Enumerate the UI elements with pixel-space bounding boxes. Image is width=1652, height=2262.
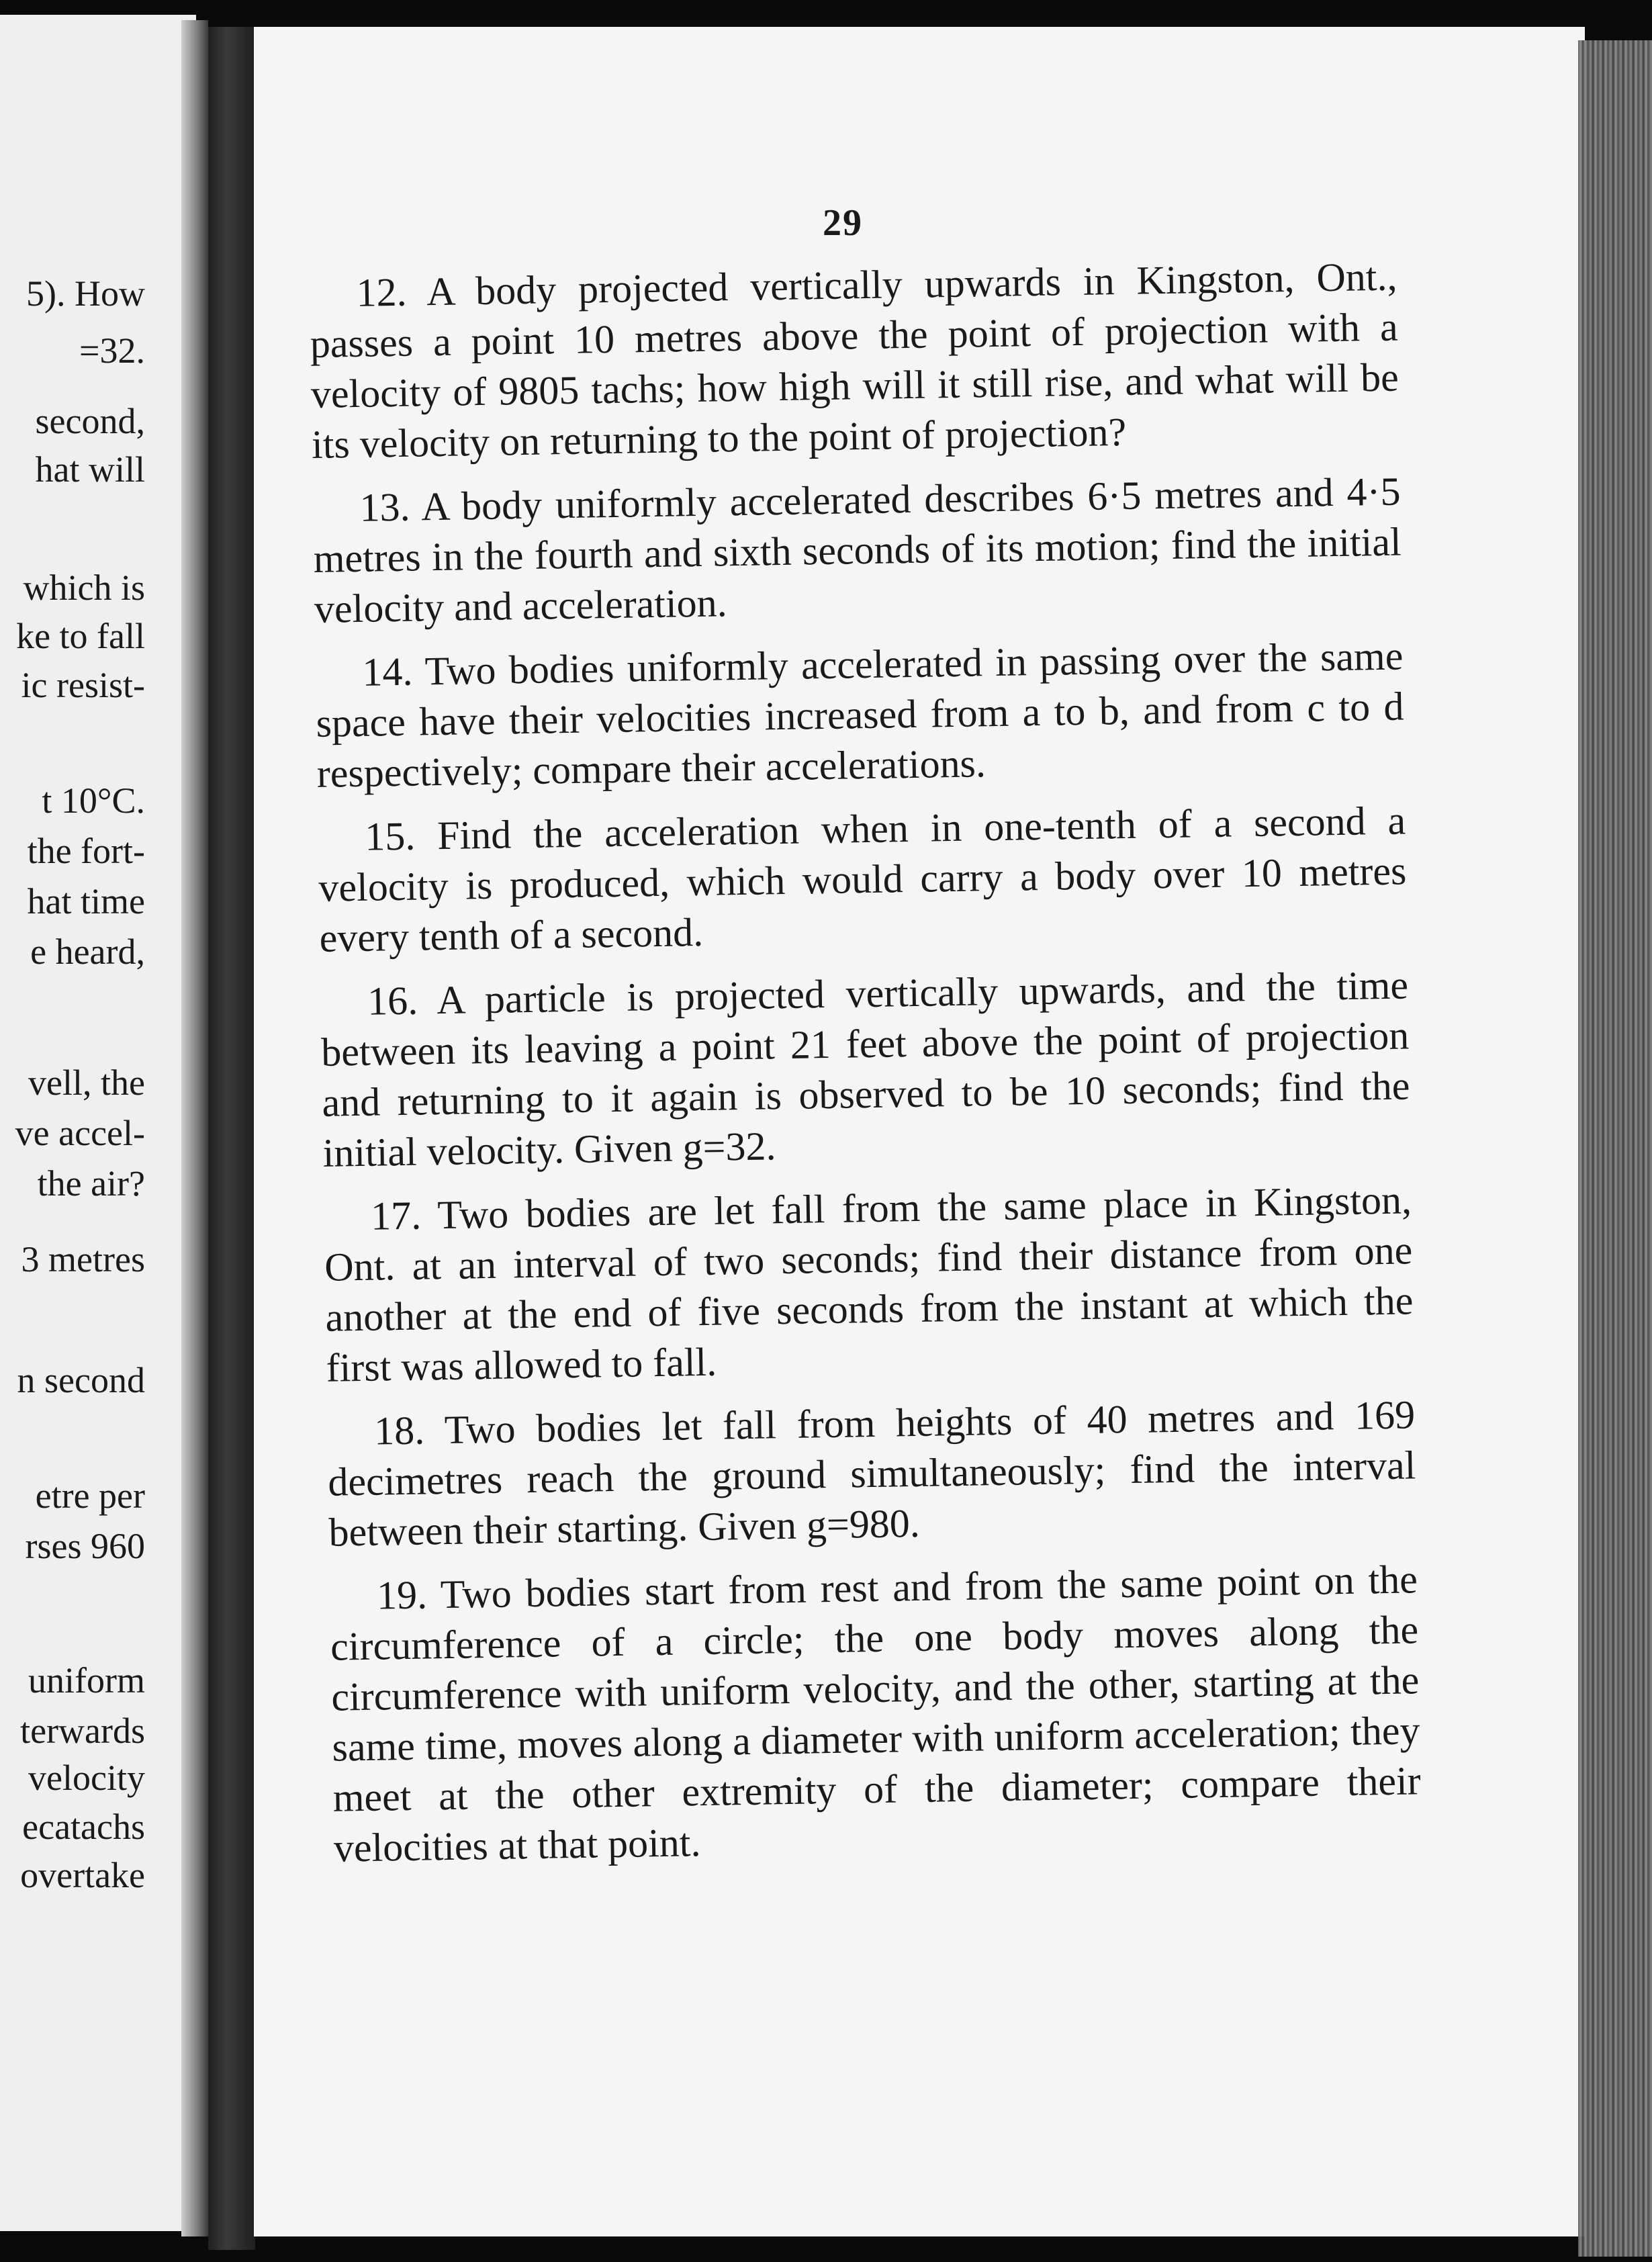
- left-page-line: 5). How: [26, 273, 145, 314]
- problem-number: 12.: [356, 269, 408, 315]
- left-page-line: the fort-: [27, 831, 145, 871]
- problem-number: 14.: [361, 649, 413, 694]
- left-page-line: second,: [35, 401, 145, 441]
- left-page-line: etre per: [35, 1476, 145, 1516]
- problem-text: A body projected vertically upwards in Kingston, Ont., passes a point 10 metres above the point of projection with a velocity of 9805 tachs; how high will it still rise, and what will be its velocity on returning to the point of projection?: [310, 254, 1399, 467]
- page-curve-shadow: [181, 20, 208, 2236]
- left-page-line: the air?: [37, 1163, 145, 1204]
- left-page-line: uniform: [28, 1660, 145, 1701]
- problem-item: [329, 1554, 1422, 1873]
- page-number: 29: [823, 202, 863, 244]
- left-page-line: rses 960: [25, 1526, 145, 1566]
- problem-item: [320, 960, 1412, 1178]
- problem-item: [312, 467, 1402, 635]
- problem-text: Two bodies let fall from heights of 40 metres and 169 decimetres reach the ground simultaneously; find the interval between their starting. Given g=980.: [327, 1392, 1416, 1555]
- problem-item: [324, 1175, 1415, 1393]
- problem-text: Two bodies start from rest and from the same point on the circumference of a circle; the one body moves along the circumference with uniform velocity, and the other, starting at the same time, moves along a diameter with uniform acceleration; they meet at the other extremity of the diameter; compare their velocities at that point.: [330, 1557, 1422, 1870]
- left-page-line: ve accel-: [15, 1113, 145, 1153]
- problem-item: [318, 795, 1408, 963]
- left-page-line: ic resist-: [21, 665, 145, 705]
- left-page-line: hat time: [27, 881, 145, 921]
- problem-number: 19.: [376, 1572, 428, 1618]
- left-page-line: overtake: [20, 1855, 145, 1895]
- left-page-line: ke to fall: [16, 616, 145, 656]
- left-page-line: terwards: [20, 1711, 145, 1751]
- problem-text: A particle is projected vertically upwards, and the time between its leaving a point 21 feet above the point of projection and returning to it again is observed to be 10 seconds; find the initial velocity. Given g=32.: [320, 962, 1410, 1175]
- problem-text: Find the acceleration when in one-tenth of a second a velocity is produced, which would carry a body over 10 metres every tenth of a second.: [318, 798, 1407, 960]
- page-edge-stack: [1578, 40, 1652, 2257]
- problem-item: [327, 1390, 1417, 1557]
- left-page-line: =32.: [79, 330, 145, 371]
- left-page-line: 3 metres: [21, 1239, 145, 1279]
- left-page-line: e heard,: [30, 932, 145, 972]
- problem-text: Two bodies uniformly accelerated in passing over the same space have their velocities increased from a to b, and from c to d respectively; compare their accelerations.: [316, 633, 1404, 796]
- left-page-line: t 10°C.: [42, 780, 145, 821]
- problem-number: 16.: [367, 978, 418, 1024]
- problem-item: [315, 631, 1405, 799]
- left-page-line: n second: [17, 1360, 145, 1400]
- problem-list: [309, 252, 1422, 1887]
- previous-page-fragment: [0, 15, 196, 2231]
- problem-number: 13.: [359, 484, 411, 530]
- left-page-line: hat will: [35, 449, 145, 490]
- problem-text: A body uniformly accelerated describes 6·5 metres and 4·5 metres in the fourth and sixth seconds of its motion; find the initial velocity and acceleration.: [313, 469, 1402, 631]
- problem-number: 17.: [370, 1193, 422, 1238]
- problem-number: 15.: [364, 813, 416, 859]
- left-page-line: velocity: [28, 1758, 145, 1798]
- left-page-line: which is: [23, 568, 145, 608]
- left-page-line: vell, the: [28, 1062, 145, 1103]
- problem-number: 18.: [373, 1408, 425, 1453]
- problem-item: [309, 252, 1400, 470]
- left-page-line: ecatachs: [22, 1807, 145, 1847]
- book-gutter: [208, 27, 255, 2250]
- problem-text: Two bodies are let fall from the same place in Kingston, Ont. at an interval of two seconds; find their distance from one another at the end of five seconds from the instant at which the first was allowed to fall.: [324, 1177, 1414, 1390]
